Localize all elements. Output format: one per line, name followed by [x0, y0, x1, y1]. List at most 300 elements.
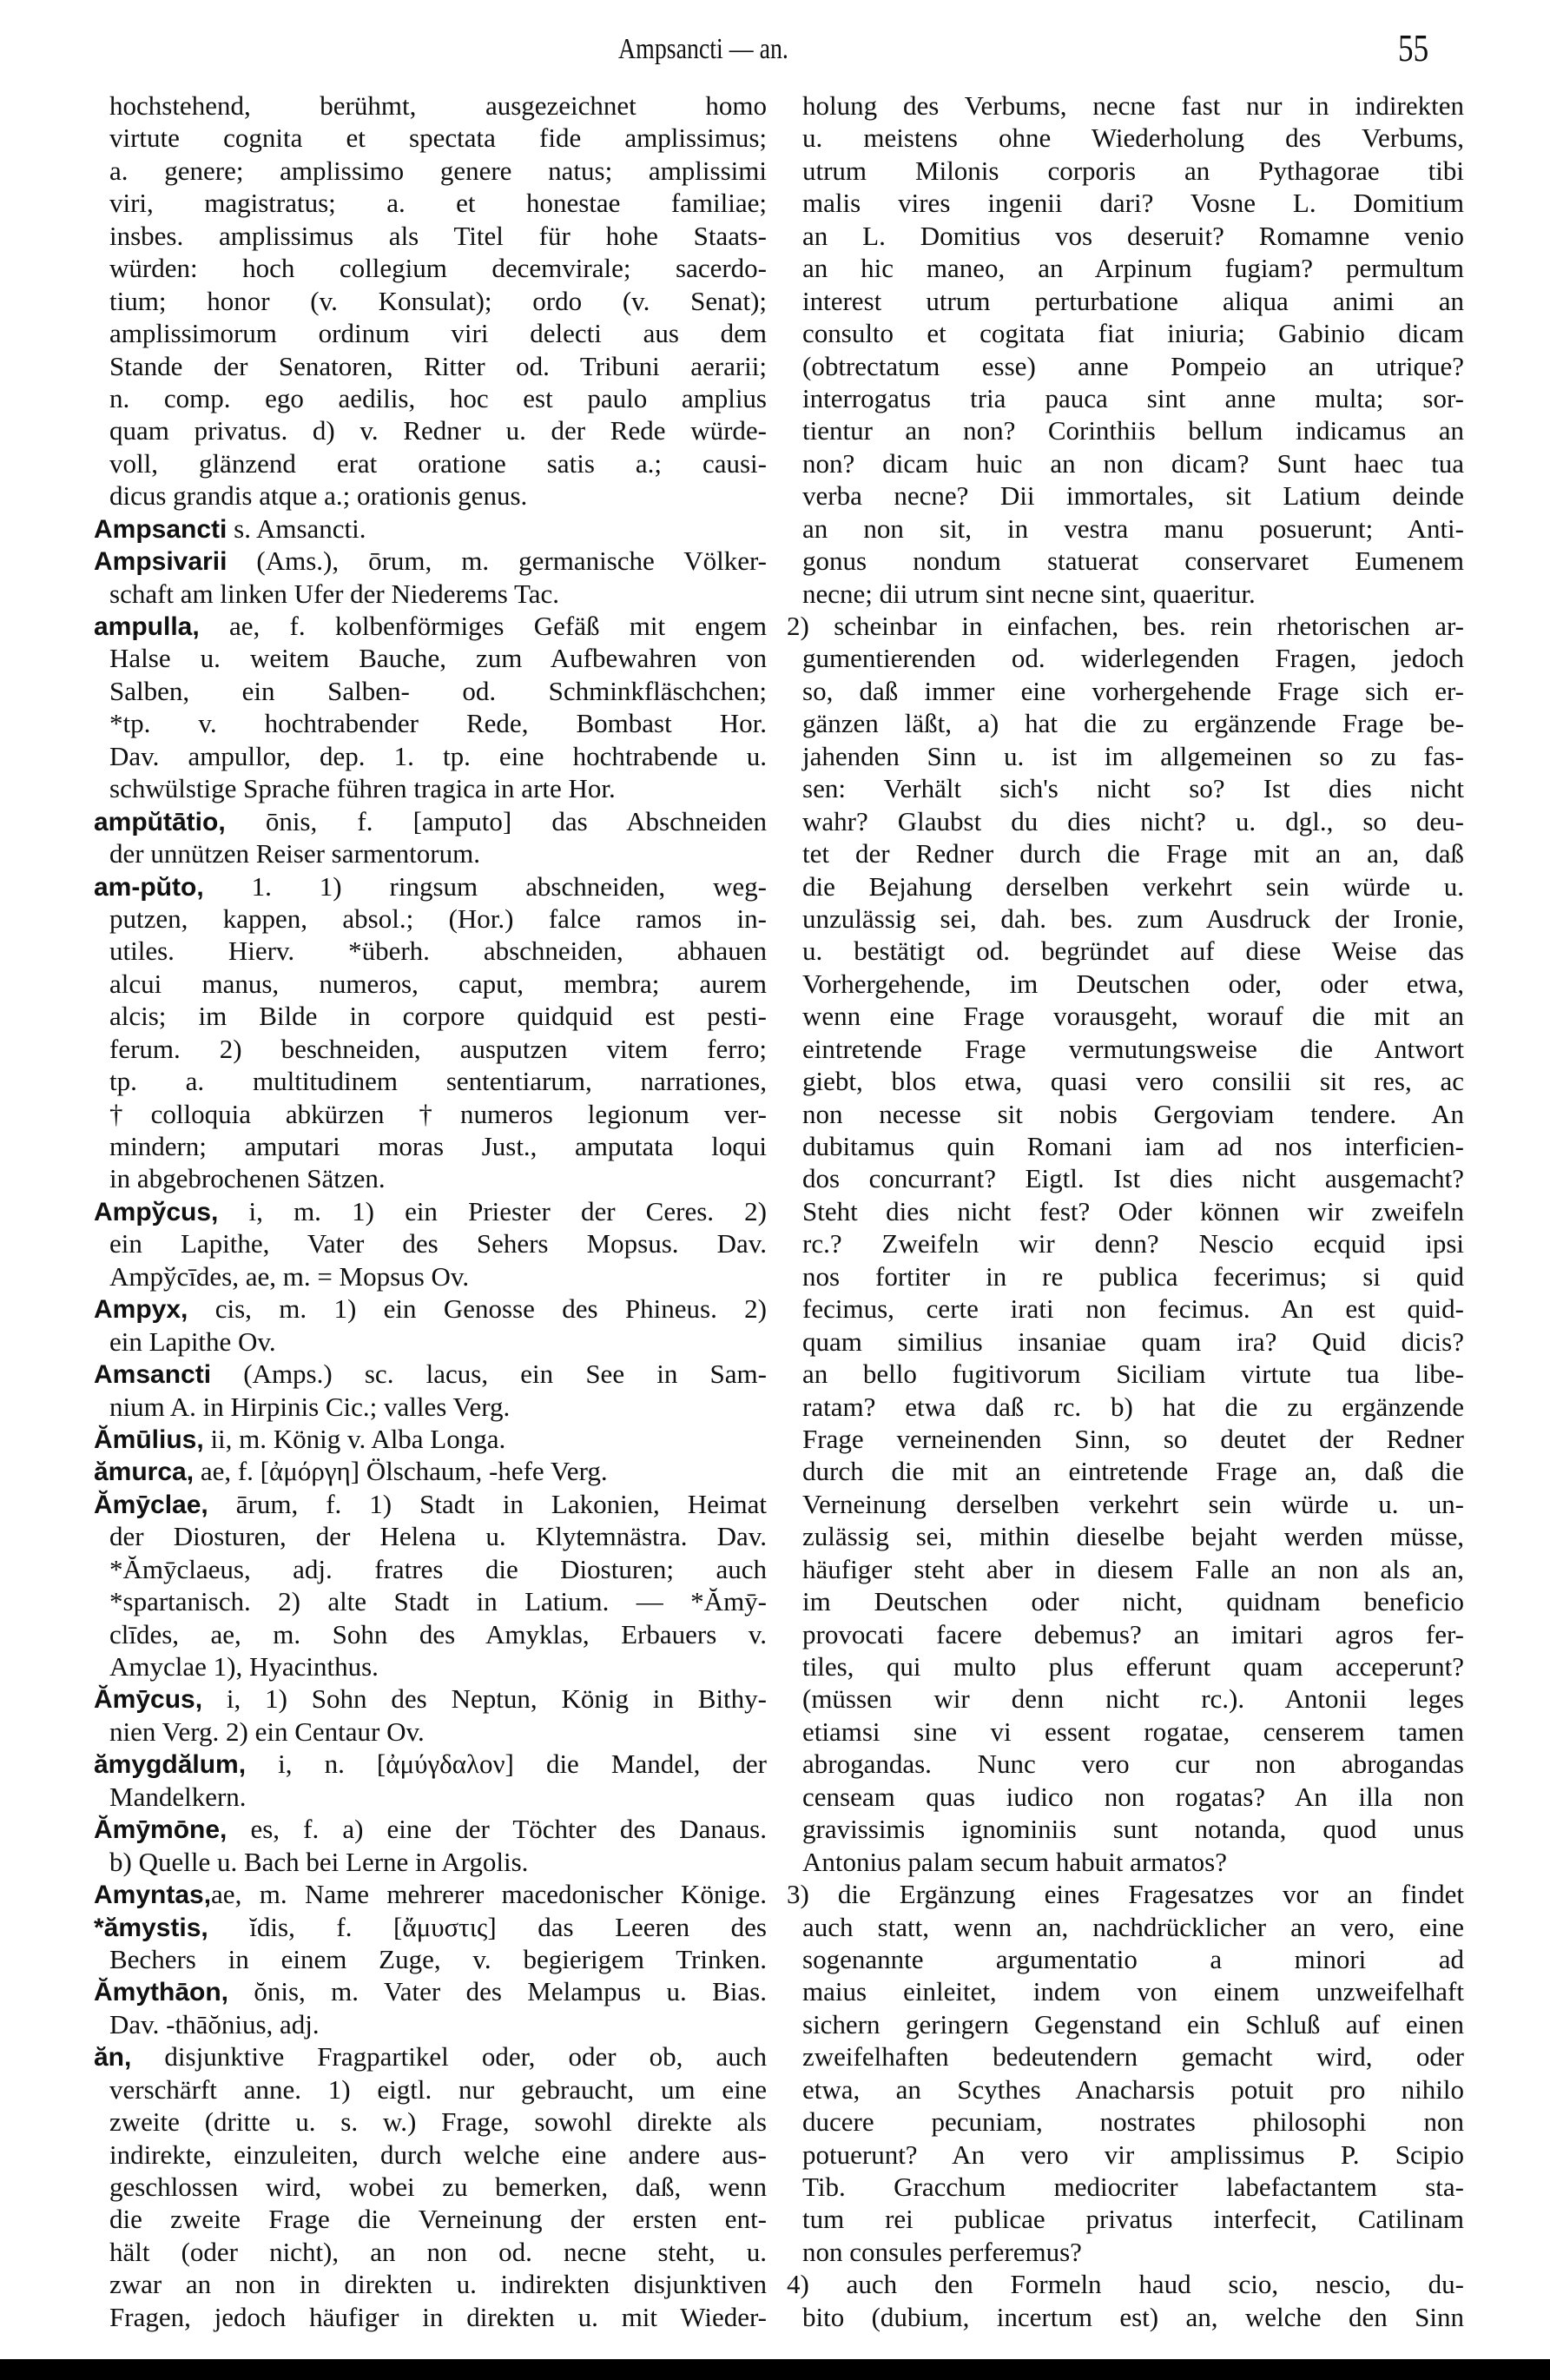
text-line: [787, 1391, 1464, 1423]
text-line: [94, 1033, 767, 1065]
line-text: in abgebrochenen Sätzen.: [109, 1163, 386, 1194]
headword: ampŭtātio,: [94, 807, 226, 836]
line-text: jahenden Sinn u. ist im allgemeinen so zu fas-: [802, 740, 1464, 771]
line-text: die Bejahung derselben verkehrt sein würde u.: [802, 870, 1464, 902]
dictionary-entry-line: [94, 1292, 767, 1325]
line-text: *Ămȳclaeus, adj. fratres die Diosturen; auch: [109, 1553, 767, 1584]
text-line: [787, 2236, 1464, 2268]
headword: Ămythāon,: [94, 1978, 229, 2007]
line-text: i, n. [ἀμύγδαλον] die Mandel, der: [246, 1749, 767, 1780]
line-text: disjunktive Fragpartikel oder, oder ob, auch: [131, 2041, 767, 2073]
line-text: a. genere; amplissimo genere natus; amplissimi: [109, 155, 767, 186]
text-line: [94, 1618, 767, 1650]
text-line: [787, 1553, 1464, 1585]
line-text: gravissimis ignominiis sunt notanda, quod unus: [802, 1814, 1464, 1845]
line-text: tum rei publicae privatus interfecit, Catilinam: [802, 2204, 1464, 2235]
text-line: [94, 837, 767, 869]
line-text: quam privatus. d) v. Redner u. der Rede würde-: [109, 415, 767, 446]
text-line: [94, 1326, 767, 1358]
line-text: Dav. ampullor, dep. 1. tp. eine hochtrabende u.: [109, 740, 767, 771]
text-line: [787, 870, 1464, 902]
line-text: Frage verneinenden Sinn, so deutet der Redner: [802, 1423, 1464, 1454]
text-line: [787, 1162, 1464, 1194]
line-text: hochstehend, berühmt, ausgezeichnet homo: [109, 90, 767, 121]
text-line: [787, 1975, 1464, 2007]
line-text: *spartanisch. 2) alte Stadt in Latium. — *Ămȳ-: [109, 1586, 767, 1617]
line-text: nos fortiter in re publica fecerimus; si quid: [802, 1260, 1464, 1292]
line-text: amplissimorum ordinum viri delecti aus dem: [109, 318, 767, 349]
line-text: sogenannte argumentatio a minori ad: [802, 1943, 1464, 1974]
text-line: [94, 1553, 767, 1585]
line-text: verba necne? Dii immortales, sit Latium deinde: [802, 480, 1464, 512]
text-line: [94, 642, 767, 674]
line-text: Amyclae 1), Hyacinthus.: [109, 1651, 379, 1682]
text-line: [787, 642, 1464, 674]
text-line: [94, 1391, 767, 1423]
line-text: potuerunt? An vero vir amplissimus P. Scipio: [802, 2139, 1464, 2170]
text-line: [787, 2301, 1464, 2333]
text-line: [787, 317, 1464, 349]
text-line: [94, 1000, 767, 1032]
text-line: [787, 414, 1464, 446]
line-text: Mandelkern.: [109, 1781, 247, 1812]
line-text: b) Quelle u. Bach bei Lerne in Argolis.: [109, 1846, 529, 1877]
text-line: [94, 382, 767, 414]
line-text: insbes. amplissimus als Titel für hohe Staats-: [109, 220, 767, 251]
text-line: [787, 1065, 1464, 1097]
line-text: würden: hoch collegium decemvirale; sacerdo-: [109, 253, 767, 284]
text-line: [787, 1000, 1464, 1032]
text-line: [787, 1716, 1464, 1748]
text-line: [787, 350, 1464, 382]
line-text: utrum Milonis corporis an Pythagorae tibi: [802, 155, 1464, 186]
text-line: [94, 772, 767, 804]
text-line: [94, 675, 767, 707]
dictionary-entry-line: [94, 1488, 767, 1520]
line-text: sen: Verhält sich's nicht so? Ist dies nicht: [802, 773, 1464, 804]
page-number: 55: [1398, 27, 1429, 69]
text-line: [94, 1781, 767, 1813]
text-line: [787, 1781, 1464, 1813]
line-text: hält (oder nicht), an non od. necne steht, u.: [109, 2236, 767, 2267]
text-line: [94, 187, 767, 219]
text-line: [94, 2301, 767, 2333]
text-line: [94, 2008, 767, 2040]
line-text: virtute cognita et spectata fide amplissimus;: [109, 122, 767, 154]
text-line: [787, 1520, 1464, 1552]
line-text: schwülstige Sprache führen tragica in arte Hor.: [109, 773, 616, 804]
headword: Ampyx,: [94, 1295, 188, 1325]
line-text: consulto et cogitata fiat iniuria; Gabinio dicam: [802, 318, 1464, 349]
text-line: [787, 1748, 1464, 1780]
dictionary-entry-line: [94, 1358, 767, 1390]
text-line: [94, 252, 767, 284]
line-text: ōnis, f. [amputo] das Abschneiden: [225, 805, 767, 836]
text-line: [787, 1423, 1464, 1455]
line-text: *tp. v. hochtrabender Rede, Bombast Hor.: [109, 708, 767, 739]
text-line: [787, 2171, 1464, 2203]
text-line: [787, 968, 1464, 1000]
text-line: [787, 2139, 1464, 2171]
line-text: die zweite Frage die Verneinung der ersten ent-: [109, 2204, 767, 2235]
line-text: maius einleitet, indem von einem unzweifelhaft: [802, 1976, 1464, 2007]
text-line: [787, 902, 1464, 935]
line-text: u. bestätigt od. begründet auf diese Weise das: [802, 935, 1464, 967]
line-text: bito (dubium, incertum est) an, welche den Sinn: [802, 2301, 1464, 2332]
line-text: an non sit, in vestra manu posuerunt; Anti-: [802, 512, 1464, 544]
dictionary-entry-line: [94, 1423, 767, 1455]
text-line: [787, 1227, 1464, 1259]
text-line: [94, 1065, 767, 1097]
dictionary-entry-line: [94, 1195, 767, 1227]
line-text: mindern; amputari moras Just., amputata loqui: [109, 1131, 767, 1161]
text-line: [787, 2203, 1464, 2235]
line-text: häufiger steht aber in diesem Falle an non als an,: [802, 1553, 1464, 1584]
line-text: eintretende Frage vermutungsweise die Antwort: [802, 1033, 1464, 1064]
text-line: [787, 1585, 1464, 1617]
line-text: ii, m. König v. Alba Longa.: [203, 1423, 506, 1454]
text-line: [94, 350, 767, 382]
line-text: dos concurrant? Eigtl. Ist dies nicht ausgemacht?: [802, 1163, 1464, 1194]
dictionary-entry-line: [94, 1683, 767, 1715]
line-text: 2) scheinbar in einfachen, bes. rein rhetorischen ar-: [787, 611, 1464, 641]
text-line: [94, 2268, 767, 2300]
running-head: Ampsancti — an.: [618, 33, 788, 65]
text-line: [787, 1033, 1464, 1065]
line-text: der Diosturen, der Helena u. Klytemnästra. Dav.: [109, 1521, 767, 1552]
line-text: ae, f. [ἀμόργη] Ölschaum, -hefe Verg.: [194, 1456, 608, 1487]
line-text: so, daß immer eine vorhergehende Frage sich er-: [802, 675, 1464, 706]
headword: Ămȳcus,: [94, 1685, 203, 1715]
text-line: [94, 155, 767, 187]
left-column: [94, 89, 767, 2333]
text-line: [787, 252, 1464, 284]
line-text: wahr? Glaubst du dies nicht? u. dgl., so deu-: [802, 805, 1464, 836]
line-text: 3) die Ergänzung eines Fragesatzes vor an findet: [787, 1879, 1464, 1910]
text-line: [94, 1650, 767, 1683]
text-line: [94, 414, 767, 446]
line-text: sichern geringern Gegenstand ein Schluß auf einen: [802, 2008, 1464, 2040]
text-line: [94, 447, 767, 479]
dictionary-entry-line: [94, 1975, 767, 2007]
line-text: Ampўcīdes, ae, m. = Mopsus Ov.: [109, 1260, 470, 1292]
line-text: ŏnis, m. Vater des Melampus u. Bias.: [228, 1976, 767, 2007]
text-line: [94, 2106, 767, 2138]
line-text: provocati facere debemus? an imitari agros fer-: [802, 1618, 1464, 1649]
line-text: im Deutschen oder nicht, quidnam beneficio: [802, 1586, 1464, 1617]
text-line: [787, 935, 1464, 967]
line-text: Tib. Gracchum mediocriter labefactantem sta-: [802, 2172, 1464, 2202]
text-line: [94, 479, 767, 512]
text-line: [94, 2203, 767, 2235]
line-text: an hic maneo, an Arpinum fugiam? permultum: [802, 253, 1464, 284]
text-line: [787, 1195, 1464, 1227]
line-text: nien Verg. 2) ein Centaur Ov.: [109, 1716, 425, 1747]
line-text: (obtrectatum esse) anne Pompeio an utrique?: [802, 350, 1464, 381]
line-text: verschärft anne. 1) eigtl. nur gebraucht, um eine: [109, 2073, 767, 2105]
headword: Ămūlius,: [94, 1425, 204, 1454]
line-text: indirekte, einzuleiten, durch welche eine andere aus-: [109, 2139, 767, 2170]
text-line: [94, 1227, 767, 1259]
line-text: etwa, an Scythes Anacharsis potuit pro nihilo: [802, 2073, 1464, 2105]
text-line: [787, 1098, 1464, 1130]
line-text: abrogandas. Nunc vero cur non abrogandas: [802, 1749, 1464, 1780]
line-text: viri, magistratus; a. et honestae familiae;: [109, 188, 767, 219]
text-line: [787, 1846, 1464, 1878]
line-text: es, f. a) eine der Töchter des Danaus.: [227, 1814, 767, 1845]
line-text: zweifelhaften bedeutendern gemacht wird, oder: [802, 2041, 1464, 2073]
text-line: [94, 1520, 767, 1552]
line-text: ĭdis, f. [ἄμυστις] das Leeren des: [208, 1911, 767, 1942]
headword: *ămystis,: [94, 1913, 208, 1942]
text-line: [94, 2139, 767, 2171]
text-line: [787, 382, 1464, 414]
line-text: rc.? Zweifeln wir denn? Nescio ecquid ipsi: [802, 1228, 1464, 1259]
line-text: ratam? etwa daß rc. b) hat die zu ergänzende: [802, 1391, 1464, 1422]
dictionary-entry-line: [94, 2040, 767, 2073]
line-text: zweite (dritte u. s. w.) Frage, sowohl direkte als: [109, 2106, 767, 2138]
line-text: (Amps.) sc. lacus, ein See in Sam-: [211, 1359, 767, 1390]
headword: Ampўcus,: [94, 1197, 219, 1226]
text-line: [787, 2106, 1464, 2138]
text-line: [787, 1292, 1464, 1325]
text-line: [787, 837, 1464, 869]
line-text: (Ams.), ōrum, m. germanische Völker-: [227, 545, 767, 577]
text-line: [94, 1943, 767, 1975]
text-line: [787, 479, 1464, 512]
headword: Ămȳmōne,: [94, 1815, 228, 1845]
line-text: Dav. -thāŏnius, adj.: [109, 2008, 320, 2040]
text-line: [787, 1488, 1464, 1520]
line-text: ae, f. kolbenförmiges Gefäß mit engem: [199, 611, 767, 641]
text-line: [787, 545, 1464, 577]
text-line: [787, 1650, 1464, 1683]
dictionary-entry-line: [94, 805, 767, 837]
line-text: ārum, f. 1) Stadt in Lakonien, Heimat: [208, 1488, 767, 1519]
line-text: ducere pecuniam, nostrates philosophi non: [802, 2106, 1464, 2138]
line-text: etiamsi sine vi essent rogatae, censerem tamen: [802, 1716, 1464, 1747]
line-text: tium; honor (v. Konsulat); ordo (v. Senat);: [109, 285, 767, 316]
line-text: necne; dii utrum sint necne sint, quaeritur.: [802, 578, 1256, 609]
text-line: [787, 1130, 1464, 1162]
line-text: auch statt, wenn an, nachdrücklicher an vero, eine: [802, 1911, 1464, 1942]
text-line: [787, 285, 1464, 317]
text-line: [787, 1326, 1464, 1358]
line-text: dicus grandis atque a.; orationis genus.: [109, 480, 528, 512]
dictionary-entry-line: [94, 1813, 767, 1845]
line-text: voll, glänzend erat oratione satis a.; causi-: [109, 447, 767, 479]
line-text: ferum. 2) beschneiden, ausputzen vitem ferro;: [109, 1033, 767, 1064]
line-text: Antonius palam secum habuit armatos?: [802, 1846, 1227, 1877]
text-line: [94, 968, 767, 1000]
headword: Ampsancti: [94, 514, 228, 544]
line-text: interrogatus tria pauca sint anne multa; sor-: [802, 382, 1464, 413]
line-text: Halse u. weitem Bauche, zum Aufbewahren von: [109, 643, 767, 674]
line-text: ein Lapithe, Vater des Sehers Mopsus. Dav.: [109, 1228, 767, 1259]
text-line: [787, 740, 1464, 772]
line-text: der unnützen Reiser sarmentorum.: [109, 838, 480, 869]
line-text: cis, m. 1) ein Genosse des Phineus. 2): [188, 1293, 767, 1325]
line-text: geschlossen wird, wobei zu bemerken, daß, wenn: [109, 2172, 767, 2202]
page-header: [0, 0, 1550, 78]
text-line: [94, 317, 767, 349]
line-text: ein Lapithe Ov.: [109, 1326, 276, 1357]
line-text: Steht dies nicht fest? Oder können wir zweifeln: [802, 1195, 1464, 1226]
line-text: censeam quas iudico non rogatas? An illa non: [802, 1781, 1464, 1812]
text-line: [94, 1716, 767, 1748]
text-line: [787, 1813, 1464, 1845]
text-line: [94, 2073, 767, 2106]
line-text: nium A. in Hirpinis Cic.; valles Verg.: [109, 1391, 511, 1422]
line-text: dubitamus quin Romani iam ad nos interficien-: [802, 1131, 1464, 1161]
line-text: tientur an non? Corinthiis bellum indicamus an: [802, 415, 1464, 446]
line-text: an bello fugitivorum Siciliam virtute tua libe-: [802, 1359, 1464, 1390]
headword: am-pŭto,: [94, 872, 204, 902]
line-text: durch die mit an eintretende Frage an, daß die: [802, 1456, 1464, 1487]
line-text: holung des Verbums, necne fast nur in indirekten: [802, 90, 1464, 121]
line-text: utiles. Hierv. *überh. abschneiden, abhauen: [109, 935, 767, 967]
scan-bottom-edge: [0, 2359, 1550, 2380]
dictionary-entry-line: [787, 610, 1464, 642]
text-line: [787, 89, 1464, 122]
line-text: tiles, qui multo plus efferunt quam acceperunt?: [802, 1651, 1464, 1682]
text-line: [94, 935, 767, 967]
text-line: [787, 1260, 1464, 1292]
line-text: gumentierenden od. widerlegenden Fragen, jedoch: [802, 643, 1464, 674]
text-line: [94, 1846, 767, 1878]
text-line: [787, 187, 1464, 219]
dictionary-entry-line: [94, 610, 767, 642]
text-line: [787, 805, 1464, 837]
line-text: non consules perferemus?: [802, 2236, 1082, 2267]
headword: ampulla,: [94, 612, 200, 641]
text-line: [787, 220, 1464, 252]
headword: ăn,: [94, 2043, 132, 2073]
text-line: [94, 1585, 767, 1617]
text-line: [94, 1260, 767, 1292]
dictionary-entry-line: [94, 1878, 767, 1910]
text-line: [94, 740, 767, 772]
text-line: [787, 2073, 1464, 2106]
line-text: s. Amsancti.: [227, 512, 366, 544]
line-text: i, 1) Sohn des Neptun, König in Bithy-: [202, 1683, 767, 1715]
line-text: Stande der Senatoren, Ritter od. Tribuni aerarii;: [109, 350, 767, 381]
dictionary-entry-line: [787, 1878, 1464, 1910]
text-line: [94, 1130, 767, 1162]
text-line: [787, 772, 1464, 804]
line-text: n. comp. ego aedilis, hoc est paulo amplius: [109, 382, 767, 413]
headword: Ampsivarii: [94, 547, 228, 577]
line-text: Bechers in einem Zuge, v. begierigem Trinken.: [109, 1943, 767, 1974]
line-text: schaft am linken Ufer der Niederems Tac.: [109, 578, 560, 609]
text-line: [94, 578, 767, 610]
text-line: [787, 122, 1464, 154]
line-text: unzulässig sei, dah. bes. zum Ausdruck der Ironie,: [802, 902, 1464, 934]
line-text: u. meistens ohne Wiederholung des Verbums,: [802, 122, 1464, 154]
text-line: [787, 1911, 1464, 1943]
headword: ămygdălum,: [94, 1750, 247, 1780]
text-line: [787, 2008, 1464, 2040]
text-line: [787, 512, 1464, 545]
text-line: [787, 447, 1464, 479]
dictionary-entry-line: [94, 1748, 767, 1780]
line-text: Fragen, jedoch häufiger in direkten u. mit Wieder-: [109, 2301, 767, 2332]
line-text: non? dicam huic an non dicam? Sunt haec tua: [802, 447, 1464, 479]
text-line: [94, 1162, 767, 1194]
line-text: an L. Domitius vos deseruit? Romamne venio: [802, 220, 1464, 251]
text-line: [787, 1358, 1464, 1390]
line-text: zulässig sei, mithin dieselbe bejaht werden müsse,: [802, 1521, 1464, 1552]
text-line: [94, 2236, 767, 2268]
text-line: [787, 1943, 1464, 1975]
text-line: [787, 707, 1464, 739]
line-text: i, m. 1) ein Priester der Ceres. 2): [218, 1195, 767, 1226]
text-line: [94, 89, 767, 122]
line-text: tp. a. multitudinem sententiarum, narrationes,: [109, 1066, 767, 1097]
line-text: putzen, kappen, absol.; (Hor.) falce ramos in-: [109, 902, 767, 934]
dictionary-entry-line: [94, 870, 767, 902]
line-text: tet der Redner durch die Frage mit an an, daß: [802, 838, 1464, 869]
text-line: [94, 285, 767, 317]
right-column: [787, 89, 1464, 2333]
text-line: [94, 707, 767, 739]
text-line: [787, 1618, 1464, 1650]
line-text: malis vires ingenii dari? Vosne L. Domitium: [802, 188, 1464, 219]
headword: Ămȳclae,: [94, 1490, 208, 1519]
line-text: Verneinung derselben verkehrt sein würde u. un-: [802, 1488, 1464, 1519]
line-text: (müssen wir denn nicht rc.). Antonii leges: [802, 1683, 1464, 1715]
dictionary-entry-line: [94, 512, 767, 545]
dictionary-entry-line: [787, 2268, 1464, 2300]
line-text: †colloquia abkürzen †numeros legionum ver-: [109, 1098, 767, 1129]
line-text: Salben, ein Salben- od. Schminkfläschchen;: [109, 675, 767, 706]
text-line: [94, 2171, 767, 2203]
text-line: [787, 1683, 1464, 1715]
text-line: [94, 1098, 767, 1130]
text-line: [787, 675, 1464, 707]
text-line: [787, 155, 1464, 187]
line-text: gänzen läßt, a) hat die zu ergänzende Frage be-: [802, 708, 1464, 739]
line-text: giebt, blos etwa, quasi vero consilii sit res, ac: [802, 1066, 1464, 1097]
dictionary-entry-line: [94, 1455, 767, 1487]
text-line: [787, 578, 1464, 610]
line-text: alcis; im Bilde in corpore quidquid est pesti-: [109, 1001, 767, 1032]
dictionary-entry-line: [94, 1911, 767, 1943]
line-text: gonus nondum statuerat conservaret Eumenem: [802, 545, 1464, 577]
text-line: [787, 1455, 1464, 1487]
line-text: quam similius insaniae quam ira? Quid dicis?: [802, 1326, 1464, 1357]
line-text: wenn eine Frage vorausgeht, worauf die mit an: [802, 1001, 1464, 1032]
text-line: [94, 122, 767, 154]
line-text: Vorhergehende, im Deutschen oder, oder etwa,: [802, 968, 1464, 999]
dictionary-entry-line: [94, 545, 767, 577]
text-line: [787, 2040, 1464, 2073]
line-text: 4) auch den Formeln haud scio, nescio, du-: [787, 2269, 1464, 2300]
line-text: interest utrum perturbatione aliqua animi an: [802, 285, 1464, 316]
headword: Amyntas,: [94, 1881, 212, 1910]
line-text: non necesse sit nobis Gergoviam tendere. An: [802, 1098, 1464, 1129]
headword: ămurca,: [94, 1458, 195, 1487]
line-text: fecimus, certe irati non fecimus. An est quid-: [802, 1293, 1464, 1325]
headword: Amsancti: [94, 1360, 212, 1390]
text-line: [94, 902, 767, 935]
line-text: zwar an non in direkten u. indirekten disjunktiven: [109, 2269, 767, 2300]
line-text: alcui manus, numeros, caput, membra; aurem: [109, 968, 767, 999]
line-text: clīdes, ae, m. Sohn des Amyklas, Erbauers v.: [109, 1618, 767, 1649]
text-line: [94, 220, 767, 252]
line-text: ae, m. Name mehrerer macedonischer Könige.: [211, 1879, 767, 1910]
line-text: 1. 1) ringsum abschneiden, weg-: [203, 870, 767, 902]
